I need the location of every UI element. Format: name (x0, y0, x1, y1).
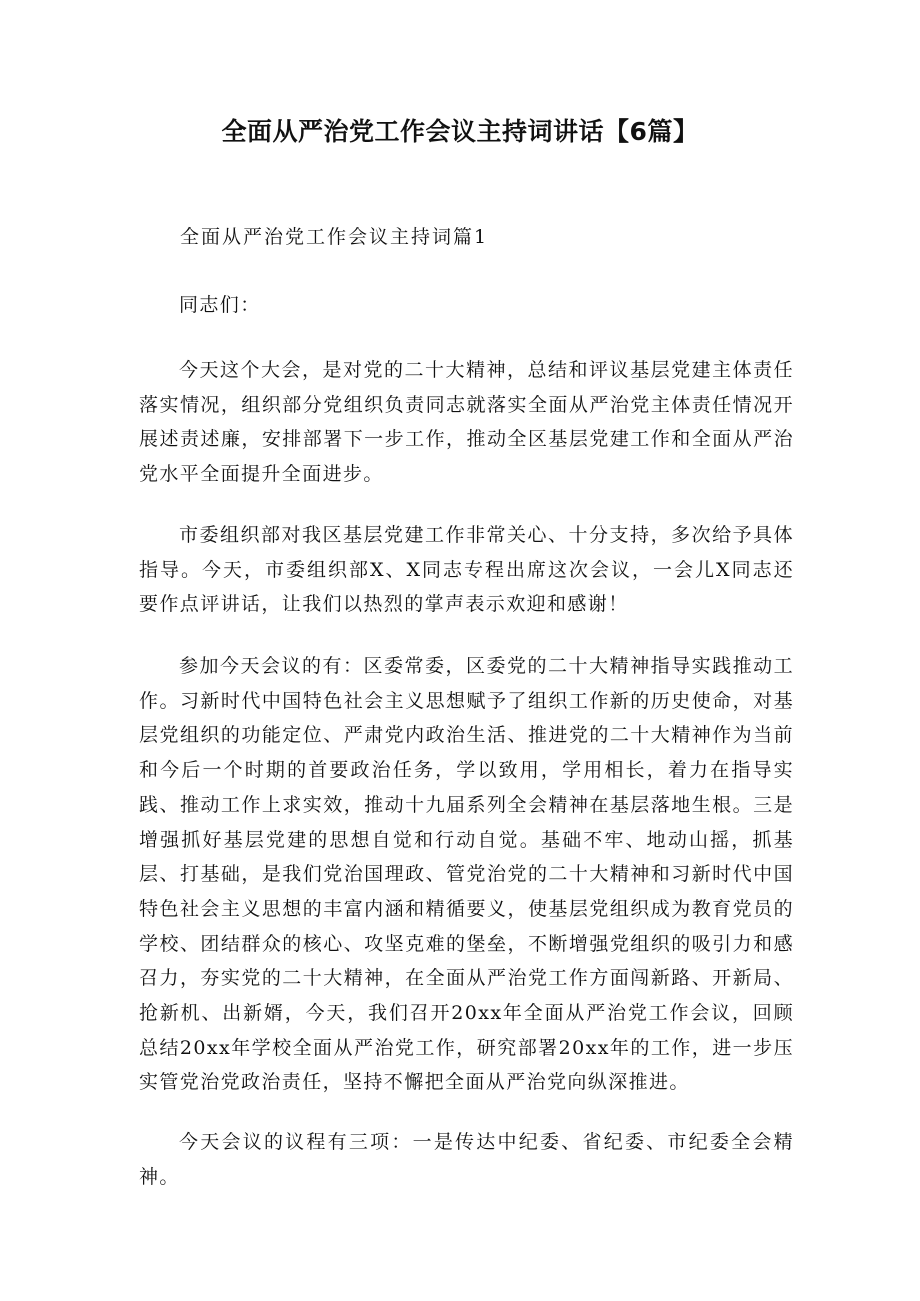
section-heading: 全面从严治党工作会议主持词篇1 (180, 226, 489, 248)
paragraph-1: 今天这个大会，是对党的二十大精神，总结和评议基层党建主体责任落实情况，组织部分党组织负责同志就落实全面从严治党主体责任情况开展述责述廉，安排部署下一步工作，推动全区基层党建工作和全面从严治党水平全面提升全面进步。 (139, 359, 794, 486)
paragraph-4: 今天会议的议程有三项：一是传达中纪委、省纪委、市纪委全会精神。 (139, 1131, 794, 1188)
salutation: 同志们： (179, 294, 261, 316)
paragraph-3: 参加今天会议的有：区委常委，区委党的二十大精神指导实践推动工作。习新时代中国特色社会主义思想赋予了组织工作新的历史使命，对基层党组织的功能定位、严肃党内政治生活、推进党的二十大精神作为当前和今后一个时期的首要政治任务，学以致用，学用相长，着力在指导实践、推动工作上求实效，推动十九届系列全会精神在基层落地生根。三是增强抓好基层党建的思想自觉和行动自觉。基础不牢、地动山摇，抓基层、打基础，是我们党治国理政、管党治党的二十大精神和习新时代中国特色社会主义思想的丰富内涵和精循要义，使基层党组织成为教育党员的学校、团结群众的核心、攻坚克难的堡垒，不断增强党组织的吸引力和感召力，夯实党的二十大精神，在全面从严治党工作方面闯新路、开新局、抢新机、出新婿，今天，我们召开20xx年全面从严治党工作会议，回顾总结20xx年学校全面从严治党工作，研究部署20xx年的工作，进一步压实管党治党政治责任，坚持不懈把全面从严治党向纵深推进。 (139, 655, 794, 1094)
document-title: 全面从严治党工作会议主持词讲话【6篇】 (221, 117, 699, 146)
paragraph-2: 市委组织部对我区基层党建工作非常关心、十分支持，多次给予具体指导。今天，市委组织部X、X同志专程出席这次会议，一会儿X同志还要作点评讲话，让我们以热烈的掌声表示欢迎和感谢！ (139, 524, 794, 616)
